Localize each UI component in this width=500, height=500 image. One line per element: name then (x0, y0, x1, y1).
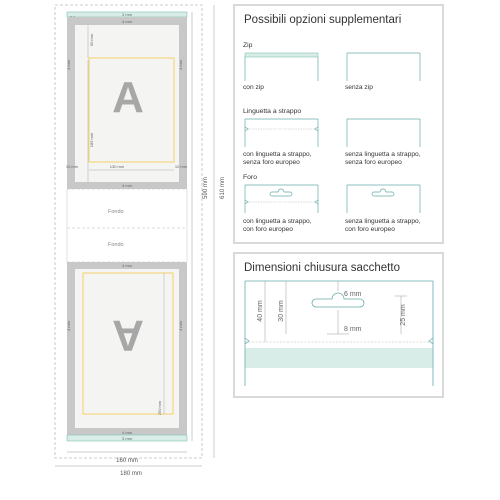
dim-250mm: 250 mm (157, 400, 162, 416)
dim-6mm: 6 mm (344, 291, 362, 298)
dim-mid-4mm-lower: 4 mm (122, 263, 132, 268)
dim-mid-4mm-upper: 4 mm (122, 183, 132, 188)
section-label-tear: Linguetta a strappo (243, 108, 302, 115)
dim-130mm: 130 mm (109, 164, 125, 169)
dim-180mm: 180 mm (120, 471, 142, 477)
dim-185mm: 185 mm (89, 132, 94, 148)
dim-top-3mm: 3 mm (122, 12, 132, 17)
dim-10mm: 10 mm (65, 164, 79, 169)
option-label: con linguetta a strappo, con foro europeo (243, 218, 312, 233)
option-label: senza linguetta a strappo, senza foro europeo (345, 151, 421, 166)
closure-zip-band (246, 348, 433, 368)
dim-top-90mm: 90 mm (89, 33, 94, 47)
dim-side-4mm: 4 mm (178, 60, 183, 70)
dim-30mm: 30 mm (278, 300, 285, 322)
dim-590mm: 590 mm (203, 177, 209, 199)
section-label-hole: Foro (243, 174, 257, 181)
dim-10mm: 10 mm (174, 164, 188, 169)
tear-without-diagram (346, 118, 421, 148)
dim-8mm: 8 mm (344, 326, 362, 333)
hole-without-diagram (346, 184, 421, 214)
zip-with-diagram (244, 52, 319, 82)
dim-610mm: 610 mm (220, 177, 226, 199)
hole-with-diagram (244, 184, 319, 214)
dim-side-4mm: 4 mm (66, 321, 71, 331)
closure-panel-title: Dimensioni chiusura sacchetto (244, 262, 400, 274)
option-label: con linguetta a strappo, senza foro europeo (243, 151, 312, 166)
option-label: senza linguetta a strappo, con foro europeo (345, 218, 421, 233)
tear-with-diagram (244, 118, 319, 148)
dim-top-4mm: 4 mm (122, 19, 132, 24)
dim-40mm: 40 mm (257, 300, 264, 322)
dim-25mm: 25 mm (400, 304, 407, 326)
dim-bottom-4mm: 4 mm (122, 430, 132, 435)
options-panel-title: Possibili opzioni supplementari (244, 14, 402, 26)
back-letter: A (112, 311, 144, 360)
section-label-zip: Zip (243, 42, 253, 49)
dim-160mm: 160 mm (116, 458, 138, 464)
zip-without-diagram (346, 52, 421, 82)
dim-side-4mm: 4 mm (178, 321, 183, 331)
fondo-label: Fondo (108, 242, 124, 248)
closure-panel (233, 252, 444, 398)
front-letter: A (112, 73, 144, 122)
dim-bottom-3mm: 3 mm (122, 436, 132, 441)
option-label: senza zip (345, 84, 373, 91)
closure-diagram (235, 254, 442, 396)
fondo-label: Fondo (108, 209, 124, 215)
options-panel (233, 4, 444, 244)
option-label: con zip (243, 84, 264, 91)
dim-side-4mm: 4 mm (66, 60, 71, 70)
